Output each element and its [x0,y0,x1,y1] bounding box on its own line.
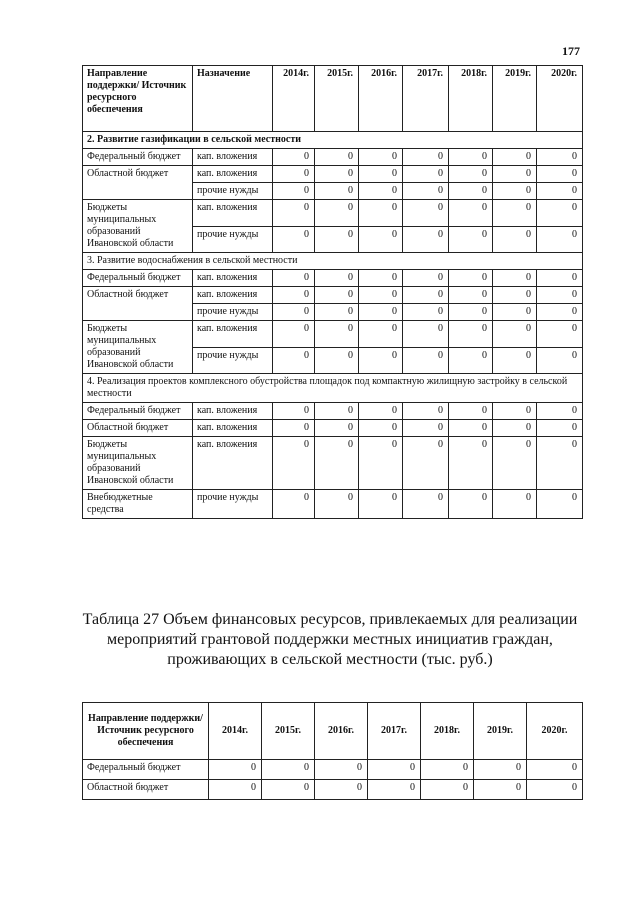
column-header: 2015г. [262,703,315,760]
column-header: 2019г. [474,703,527,760]
purpose-cell: прочие нужды [193,347,273,374]
source-cell: Областной бюджет [83,166,193,200]
section-row [83,132,583,149]
section-row [83,374,583,403]
source-cell: Бюджеты муниципальных образований Ивановской области [83,321,193,374]
source-cell: Областной бюджет [83,780,209,800]
value-cell: 0 [493,270,537,287]
value-cell: 0 [449,321,493,348]
value-cell: 0 [403,270,449,287]
value-cell: 0 [449,490,493,519]
value-cell: 0 [449,226,493,253]
column-header: 2018г. [449,66,493,132]
value-cell: 0 [493,287,537,304]
purpose-cell: кап. вложения [193,200,273,227]
value-cell: 0 [368,780,421,800]
value-cell: 0 [359,321,403,348]
purpose-cell: кап. вложения [193,420,273,437]
column-header: Направление поддержки/ Источник ресурсного обеспечения [83,703,209,760]
column-header: 2017г. [403,66,449,132]
value-cell: 0 [273,149,315,166]
source-cell: Федеральный бюджет [83,760,209,780]
value-cell: 0 [537,183,583,200]
value-cell: 0 [537,321,583,348]
value-cell: 0 [527,760,583,780]
purpose-cell: прочие нужды [193,183,273,200]
value-cell: 0 [493,420,537,437]
value-cell: 0 [537,226,583,253]
source-cell: Федеральный бюджет [83,270,193,287]
table-row [83,420,583,437]
value-cell: 0 [315,490,359,519]
value-cell: 0 [537,490,583,519]
value-cell: 0 [493,321,537,348]
value-cell: 0 [315,270,359,287]
table-header-row [83,66,583,132]
value-cell: 0 [315,183,359,200]
value-cell: 0 [273,490,315,519]
value-cell: 0 [493,200,537,227]
value-cell: 0 [359,490,403,519]
value-cell: 0 [209,780,262,800]
value-cell: 0 [537,403,583,420]
value-cell: 0 [273,403,315,420]
purpose-cell: кап. вложения [193,321,273,348]
value-cell: 0 [273,270,315,287]
column-header: 2019г. [493,66,537,132]
value-cell: 0 [315,149,359,166]
value-cell: 0 [403,321,449,348]
source-cell: Бюджеты муниципальных образований Ивановской области [83,200,193,253]
value-cell: 0 [493,183,537,200]
value-cell: 0 [359,183,403,200]
purpose-cell: прочие нужды [193,304,273,321]
value-cell: 0 [474,760,527,780]
value-cell: 0 [449,347,493,374]
value-cell: 0 [273,200,315,227]
table-row [83,166,583,183]
value-cell: 0 [273,321,315,348]
value-cell: 0 [537,304,583,321]
value-cell: 0 [403,304,449,321]
value-cell: 0 [273,226,315,253]
value-cell: 0 [449,304,493,321]
value-cell: 0 [315,437,359,490]
value-cell: 0 [315,347,359,374]
table-row [83,321,583,348]
value-cell: 0 [493,347,537,374]
purpose-cell: кап. вложения [193,287,273,304]
value-cell: 0 [359,420,403,437]
value-cell: 0 [493,437,537,490]
value-cell: 0 [449,420,493,437]
value-cell: 0 [403,166,449,183]
value-cell: 0 [449,403,493,420]
value-cell: 0 [368,760,421,780]
value-cell: 0 [537,287,583,304]
source-cell: Внебюджетные средства [83,490,193,519]
table-row [83,780,583,800]
value-cell: 0 [403,490,449,519]
column-header: 2014г. [209,703,262,760]
value-cell: 0 [273,347,315,374]
column-header: 2014г. [273,66,315,132]
value-cell: 0 [315,780,368,800]
table-row [83,200,583,227]
purpose-cell: кап. вложения [193,149,273,166]
value-cell: 0 [537,166,583,183]
table-row [83,403,583,420]
table-row [83,490,583,519]
value-cell: 0 [359,287,403,304]
column-header: Назначение [193,66,273,132]
column-header: 2017г. [368,703,421,760]
column-header: 2015г. [315,66,359,132]
value-cell: 0 [273,183,315,200]
value-cell: 0 [273,166,315,183]
source-cell: Федеральный бюджет [83,403,193,420]
value-cell: 0 [315,321,359,348]
column-header: 2016г. [315,703,368,760]
column-header: Направление поддержки/ Источник ресурсного обеспечения [83,66,193,132]
value-cell: 0 [403,287,449,304]
table-row [83,270,583,287]
value-cell: 0 [273,420,315,437]
value-cell: 0 [493,490,537,519]
value-cell: 0 [403,437,449,490]
value-cell: 0 [537,270,583,287]
value-cell: 0 [421,760,474,780]
value-cell: 0 [403,149,449,166]
value-cell: 0 [403,183,449,200]
column-header: 2016г. [359,66,403,132]
value-cell: 0 [537,347,583,374]
value-cell: 0 [449,166,493,183]
value-cell: 0 [537,200,583,227]
section-title: 4. Реализация проектов комплексного обустройства площадок под компактную жилищную застройку в сельской местности [83,374,583,403]
purpose-cell: кап. вложения [193,437,273,490]
table-27-caption: Таблица 27 Объем финансовых ресурсов, привлекаемых для реализации мероприятий грантовой поддержки местных инициатив граждан, проживающих в сельской местности (тыс. руб.) [82,611,578,668]
source-cell: Бюджеты муниципальных образований Ивановской области [83,437,193,490]
purpose-cell: кап. вложения [193,166,273,183]
purpose-cell: прочие нужды [193,490,273,519]
value-cell: 0 [262,760,315,780]
value-cell: 0 [493,166,537,183]
value-cell: 0 [209,760,262,780]
value-cell: 0 [359,304,403,321]
section-title: 3. Развитие водоснабжения в сельской местности [83,253,583,270]
purpose-cell: прочие нужды [193,226,273,253]
value-cell: 0 [493,226,537,253]
value-cell: 0 [449,149,493,166]
value-cell: 0 [493,304,537,321]
table-row [83,149,583,166]
value-cell: 0 [359,437,403,490]
section-row [83,253,583,270]
value-cell: 0 [262,780,315,800]
value-cell: 0 [537,420,583,437]
value-cell: 0 [493,149,537,166]
value-cell: 0 [359,403,403,420]
value-cell: 0 [474,780,527,800]
source-cell: Областной бюджет [83,287,193,321]
value-cell: 0 [315,166,359,183]
value-cell: 0 [403,347,449,374]
table-header-row [83,703,583,760]
table-row [83,760,583,780]
value-cell: 0 [359,166,403,183]
value-cell: 0 [273,304,315,321]
value-cell: 0 [315,226,359,253]
value-cell: 0 [537,437,583,490]
page-number: 177 [562,44,580,58]
value-cell: 0 [315,200,359,227]
value-cell: 0 [315,304,359,321]
value-cell: 0 [449,183,493,200]
value-cell: 0 [273,437,315,490]
value-cell: 0 [359,347,403,374]
value-cell: 0 [493,403,537,420]
value-cell: 0 [315,420,359,437]
section-title: 2. Развитие газификации в сельской местности [83,132,583,149]
purpose-cell: кап. вложения [193,270,273,287]
value-cell: 0 [359,200,403,227]
value-cell: 0 [359,270,403,287]
value-cell: 0 [403,226,449,253]
value-cell: 0 [449,200,493,227]
value-cell: 0 [403,200,449,227]
column-header: 2020г. [537,66,583,132]
funding-table-grants [82,702,583,800]
value-cell: 0 [403,420,449,437]
value-cell: 0 [315,287,359,304]
funding-table-main [82,65,583,519]
source-cell: Областной бюджет [83,420,193,437]
value-cell: 0 [537,149,583,166]
value-cell: 0 [449,437,493,490]
source-cell: Федеральный бюджет [83,149,193,166]
value-cell: 0 [315,403,359,420]
table-row [83,287,583,304]
value-cell: 0 [315,760,368,780]
value-cell: 0 [527,780,583,800]
value-cell: 0 [403,403,449,420]
value-cell: 0 [359,226,403,253]
purpose-cell: кап. вложения [193,403,273,420]
column-header: 2018г. [421,703,474,760]
column-header: 2020г. [527,703,583,760]
value-cell: 0 [273,287,315,304]
value-cell: 0 [359,149,403,166]
table-row [83,437,583,490]
value-cell: 0 [421,780,474,800]
value-cell: 0 [449,270,493,287]
value-cell: 0 [449,287,493,304]
